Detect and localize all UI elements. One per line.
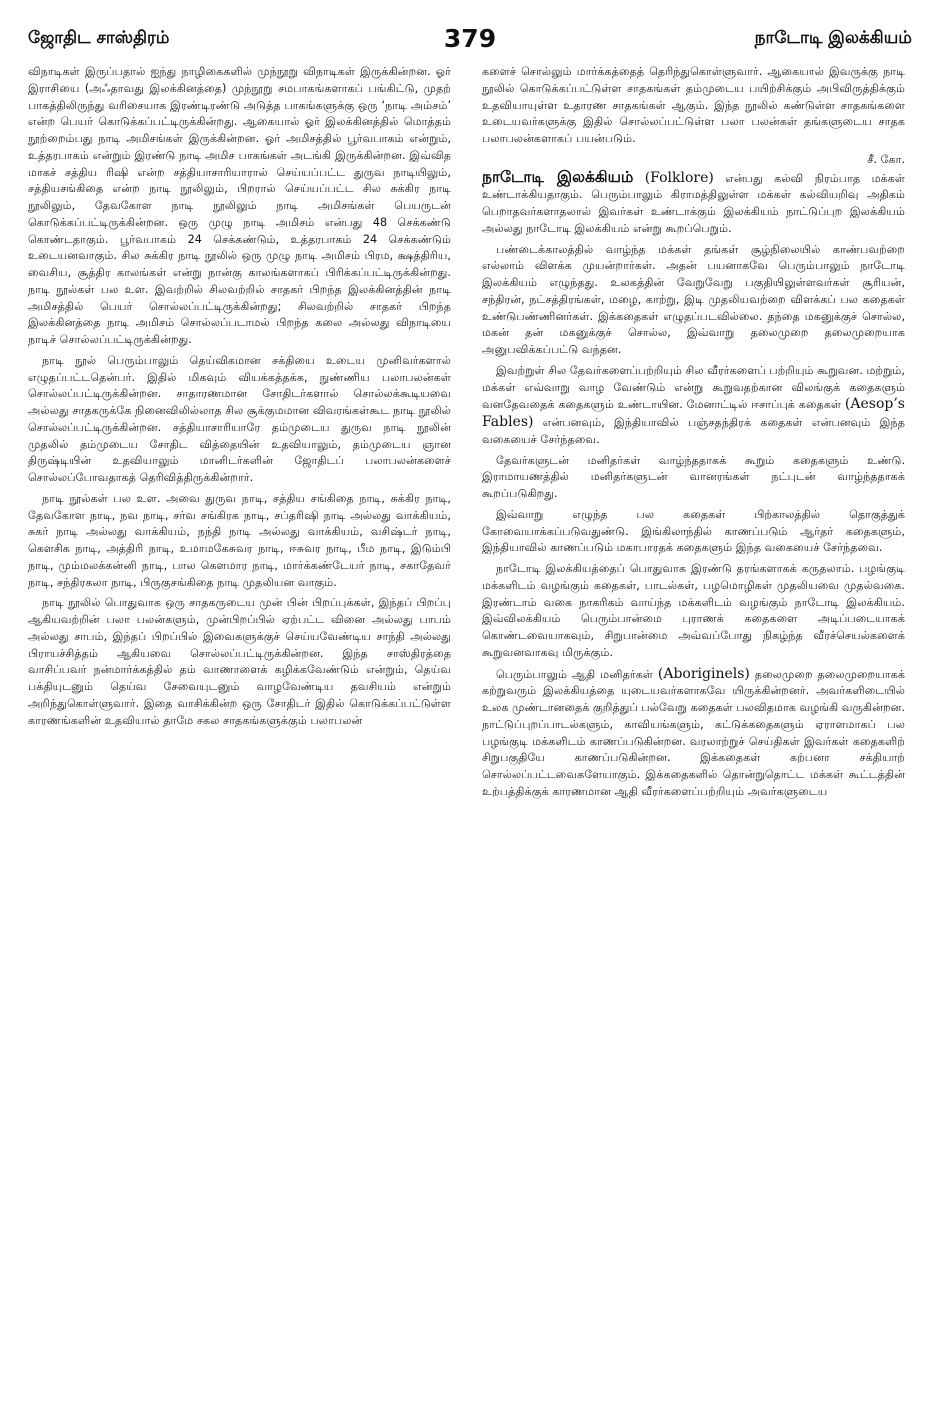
paragraph-text: தலைமுறை தலைமுறையாகக் கற்றுவரும் இலக்கியத்தை யுடையவர்களாகவே யிருக்கின்றனர். அவர்களிடையில் உலக முண்டானதைக் குறித்துப் பல்வேறு கதைகள் பலவிதமாக வழங்கி வருகின்றன. நாட்டுப்புறப்பாடல்களும், காவியங்களும், கட்டுக்கதைகளும் ஏராளமாகப் பல பழங்குடி மக்களிடம் காணப்படுகின்றன. வரலாற்றுச் செய்திகள் இவர்கள் கதைகளிற் சிறுபகுதியே காணப்படுகின்றன. இக்கதைகள் கற்பனா சக்தியாற் சொல்லப்பட்டவைகளேயாகும். இக்கதைகளில் தொன்றுதொட்ட மக்கள் கூட்டத்தின் உற்பத்திக்குக் காரணமான ஆதி வீரர்களைப்பற்றியும் அவர்களுடைய (482, 667, 905, 798)
paragraph-text: இவற்றுள் சில தேவர்களைப்பற்றியும் சில வீரர்களைப் பற்றியும் கூறுவன. மற்றும், மக்கள் எவ்வாறு வாழ வேண்டும் என்று கூறுவதற்கான விலங்குக் கதைகளும் வனதேவதைக் கதைகளும் உண்டாயின. மேனாட்டில் ஈசாப்புக் கதைகள் (482, 363, 905, 412)
entry-paragraph (482, 169, 905, 238)
entry-latin-term: (Folklore) (644, 169, 714, 186)
right-column (482, 64, 905, 1414)
running-head-left: ஜோதிட சாஸ்திரம் (28, 28, 170, 48)
page-header (28, 24, 912, 58)
entry-body: என்பது கல்வி நிரம்பாத மக்கள் உண்டாக்கியதாகும். பெரும்பாலும் கிராமத்திலுள்ள மக்கள் கல்வியறிவு அதிகம் பெறாதவர்களாதலால் இவர்கள் உண்டாக்கும் இலக்கியம் நாட்டுப்புற இலக்கியம் அல்லது நாடோடி இலக்கியம் என்று கூறப்பெறும். (482, 171, 905, 235)
entry-title: நாடோடி இலக்கியம் (482, 167, 634, 186)
left-column (28, 64, 451, 1414)
latin-term: (Aboriginels) (657, 665, 750, 682)
paragraph: நாடோடி இலக்கியத்தைப் பொதுவாக இரண்டு தரங்களாகக் கருதலாம். பழங்குடி மக்களிடம் வழங்கும் கதைகள், பாடல்கள், பழமொழிகள் முதலியவை முதல்வகை. இரண்டாம் வகை நாகரிகம் வாய்ந்த மக்களிடம் வழங்கும் நாடோடி இலக்கியம். இவ்விலக்கியம் பெரும்பான்மை புராணக் கதைகளை அடிப்படையாகக் கொண்டவையாகவும், சிறுபான்மை அவ்வப்போது நிகழ்ந்த வீரச்செயல்களைக் கூறுவனவாகவு மிருக்கும். (482, 562, 905, 659)
running-head-right: நாடோடி இலக்கியம் (754, 28, 912, 48)
paragraph-text: பெரும்பாலும் ஆதி மனிதர்கள் (496, 667, 653, 681)
paragraph: இவ்வாறு எழுந்த பல கதைகள் பிற்காலத்தில் தொகுத்துக் கோவையாக்கப்படுவதுண்டு. இங்கிலாந்தில் காணப்படும் ஆர்தர் கதைகளும், இந்தியாவில் காணப்படும் மகாபாரதக் கதைகளும் இந்த வகையைச் சேர்ந்தவை. (482, 507, 905, 555)
paragraph: பண்டைக்காலத்தில் வாழ்ந்த மக்கள் தங்கள் சூழ்நிலையில் காண்பவற்றை எல்லாம் விளக்க முயன்றார்கள். அதன் பயனாகவே பெரும்பாலும் நாடோடி இலக்கியம் எழுந்தது. உலகத்தின் வேறுவேறு பகுதியிலுள்ளவர்கள் சூரியன், சந்திரன், நட்சத்திரங்கள், மழை, காற்று, இடி முதலியவற்றை விளக்கப் பல கதைகள் உண்டுபண்ணினர்கள். இக்கதைகள் எழுதப்படவில்லை. தந்தை மகனுக்குச் சொல்ல, மகன் தன் மகனுக்குச் சொல்ல, இவ்வாறு தலைமுறை தலைமுறையாக அனுபவிக்கப்பட்டு வந்தன. (482, 242, 905, 356)
paragraph: நாடி நூல் பெரும்பாலும் தெய்விகமான சக்தியை உடைய முனிவர்களால் எழுதப்பட்டதென்பர். இதில் மிகவும் வியக்கத்தக்க, நுண்ணிய பலாபலன்கள் சொல்லப்பட்டிருக்கின்றன. சாதாரணமான சோதிடர்களால் சொல்லக்கூடியவை அல்லது சாதகருக்கே நினைவிலில்லாத சில சூக்குமமான விவரங்கள்கூட நாடி நூலில் சொல்லப்பட்டிருக்கின்றன. சத்தியாசாரியாரே தம்முடைய துருவ நாடி நூலின் முதலில் தம்முடைய சோதிட வித்தையின் உதவியாலும், தம்முடைய ஞான திருஷ்டியின் உதவியாலும் மானிடர்களின் ஜோதிடப் பலாபலன்களைச் சொல்லப்போவதாகத் தெரிவித்திருக்கின்றார். (28, 353, 451, 484)
paragraph: தேவர்களுடன் மனிதர்கள் வாழ்ந்ததாகக் கூறும் கதைகளும் உண்டு. இராமாயணத்தில் மனிதர்களுடன் வானரங்கள் நட்புடன் வாழ்ந்ததாகக் கூறப்படுகிறது. (482, 453, 905, 500)
page-number: 379 (443, 24, 497, 53)
latin-term: (Aesop’s Fables) (482, 396, 905, 430)
paragraph-text: என்பனவும், இந்தியாவில் பஞ்சதந்திரக் கதைகள் என்பனவும் இந்த வகையைச் சேர்ந்தவை. (482, 416, 905, 446)
paragraph (482, 363, 905, 449)
paragraph: நாடி நூல்கள் பல உள. அவை துருவ நாடி, சத்திய சங்கிதை நாடி, சுக்கிர நாடி, தேவகோள நாடி, நவ நாடி, சர்வ சங்கிரக நாடி, சப்தரிஷி நாடி அல்லது வாக்கியம், சுகர் நாடி அல்லது வாக்கியம், நந்தி நாடி அல்லது வாக்கியம், வசிஷ்டர் நாடி, கௌசிக நாடி, அத்திரி நாடி, உமாமகேசுவர நாடி, ஈசுவர நாடி, பீம நாடி, இடும்பி நாடி, மும்மலக்கன்னி நாடி, பால கௌமார நாடி, மார்க்கண்டேயர் நாடி, சகாதேவர் நாடி, சந்திரகலா நாடி, பிருகுசங்கிதை நாடி முதலியன வாகும். (28, 491, 451, 589)
paragraph (482, 666, 905, 801)
author-initials: சீ. கோ. (867, 152, 905, 166)
paragraph: நாடி நூலில் பொதுவாக ஒரு சாதகருடைய முன் பின் பிறப்புக்கள், இந்தப் பிறப்பு ஆகியவற்றின் பலா பலன்களும், முன்பிறப்பில் ஏற்பட்ட வினை அல்லது பாபம் அல்லது சாபம், இந்தப் பிறப்பில் இவைகளுக்குச் செய்யவேண்டிய சாந்தி அல்லது பிராயச்சித்தம் ஆகியவை சொல்லப்பட்டிருக்கின்றன. இந்த சாஸ்திரத்தை வாசிப்பவர் நன்மார்க்கத்தில் தம் வாணாளைக் கழிக்கவேண்டும் என்றும், தெய்வ பக்தியுடனும் தெய்வ சேவையுடனும் வாழவேண்டிய தவசியம் என்றும் அறிந்துகொள்ளுவார். இதை வாசிக்கின்ற ஒரு சோதிடர் இதில் கொடுக்கப்பட்டுள்ள காரணங்களின் உதவியால் தாமே சகல சாதகங்களுக்கும் பலாபலன் (28, 596, 451, 727)
paragraph: விநாடிகள் இருப்பதால் ஐந்து நாழிகைகளில் முந்நூறு விநாடிகள் இருக்கின்றன. ஓர் இராசியை (அஃதாவது இலக்கினத்தை) முந்நூறு சமபாகங்களாகப் பங்கிட்டு, முதற் பாகத்திலிருந்து வரிசையாக இரண்டிரண்டு அடுத்த பாகங்களுக்கு ஒரு ‘நாடி அம்சம்’ என்ற பெயர் கொடுக்கப்பட்டிருக்கின்றது. ஆகையால் ஓர் இலக்கினத்தில் மொத்தம் நூற்றைம்பது நாடி அமிசங்கள் இருக்கின்றன. ஓர் அமிசத்தில் பூர்வபாகம் என்றும், உத்தரபாகம் என்றும் இரண்டு நாடி அமிச பாகங்கள் அடங்கி இருக்கின்றன. இவ்வித மாகச் சத்திய ரிஷி என்ற சத்தியாசாரியாரால் செய்யப்பட்ட துருவ நாடியிலும், சத்தியசங்கிதை என்ற நாடி நூலிலும், பிறரால் செய்யப்பட்ட சில சுக்கிர நாடி நூலிலும், தேவகோள நாடி நூலிலும் நாடி அமிசங்கள் பெயருடன் கொடுக்கப்பட்டிருக்கின்றன. ஒரு முழு நாடி அமிசம் என்பது 48 செக்கண்டு கொண்டதாகும். பூர்வபாகம் 24 செக்கண்டும், உத்தரபாகம் 24 செக்கண்டும் உடையனவாகும். சில சுக்கிர நாடி நூலில் ஒரு முழு நாடி அமிசம் பிரம, க்ஷத்திரிய, வைசிய, சூத்திர காலங்கள் என்று நான்கு காலங்களாகப் பிரிக்கப்பட்டிருக்கின்றது. நாடி நூல்கள் பல உள. இவற்றில் சிலவற்றில் சாதகர் பிறந்த இலக்கினத்தின் நாடி அமிசத்தில் பெயர் சொல்லப்பட்டிருக்கின்றது; சிலவற்றில் சாதகர் பிறந்த இலக்கினத்தை நாடி அமிசம் சொல்லப்படாமல் பிறந்த கலை அல்லது விநாடியை நாடிச் சொல்லப்பட்டிருக்கின்றது. (28, 65, 451, 346)
paragraph: களைச் சொல்லும் மார்க்கத்தைத் தெரிந்துகொள்ளுவார். ஆகையால் இவருக்கு நாடி நூலில் கொடுக்கப்பட்டுள்ள சாதகங்கள் தம்முடைய பயிற்சிக்கும் அபிவிருத்திக்கும் உதவியாயுள்ள உதாரண சாதகங்கள் ஆகும். இந்த நூலில் கண்டுள்ள சாதகங்களை உடையவர்களுக்கு இதில் சொல்லப்பட்டுள்ள பலா பலன்கள் தங்களுடைய சாதக பலாபலன்களாகப் பயன்படும். (482, 65, 905, 145)
